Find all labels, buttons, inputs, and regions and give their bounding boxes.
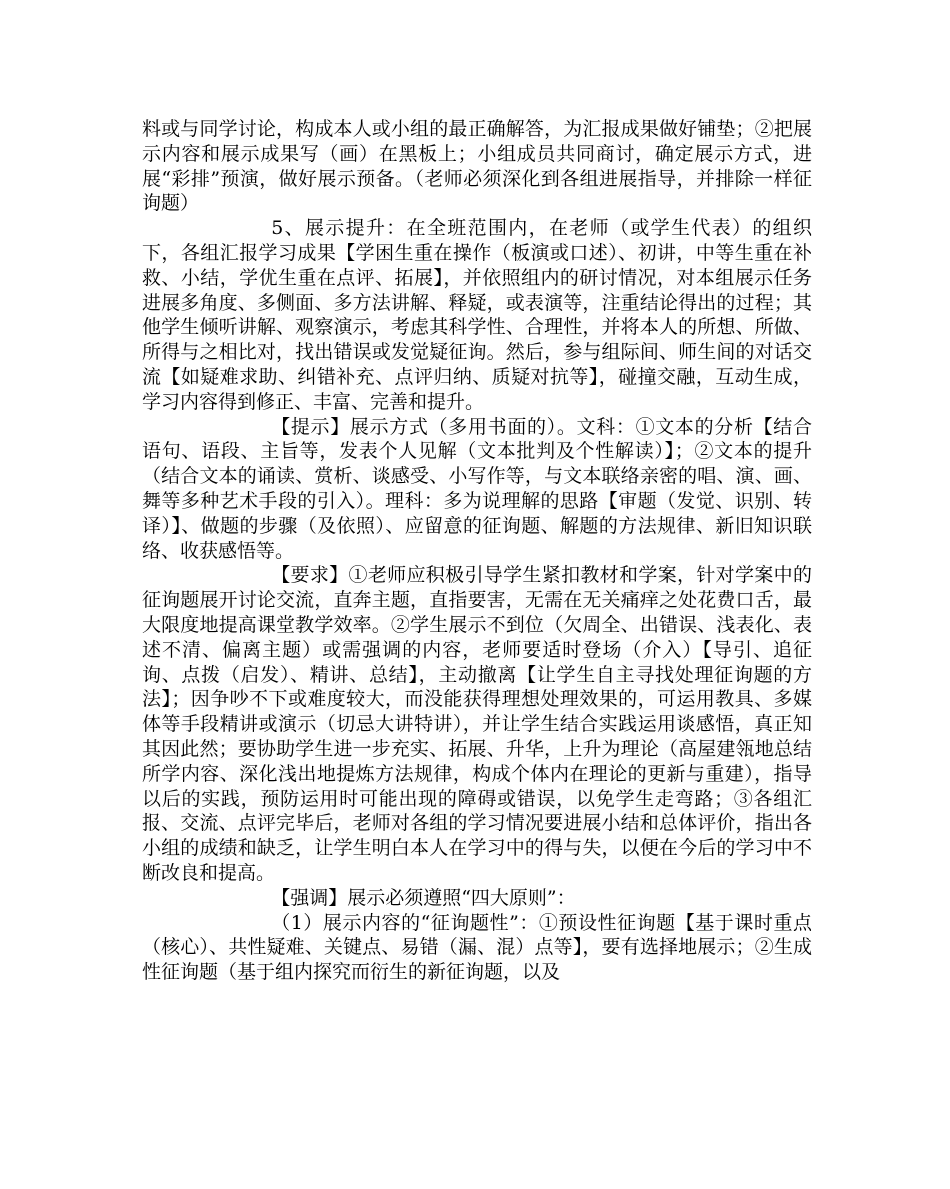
document-page [142,117,812,985]
paragraph-continuation: 料或与同学讨论，构成本人或小组的最正确解答，为汇报成果做好铺垫；②把展示内容和展示成果写（画）在黑板上；小组成员共同商讨，确定展示方式，进展“彩排”预演，做好展示预备。（老师必须深化到各组进展指导，并排除一样征询题） [142,118,812,215]
paragraph-display-improvement: 5、展示提升：在全班范围内，在老师（或学生代表）的组织下，各组汇报学习成果【学困生重在操作（板演或口述）、初讲，中等生重在补救、小结，学优生重在点评、拓展】，并依照组内的研讨情况，对本组展示任务进展多角度、多侧面、多方法讲解、释疑，或表演等，注重结论得出的过程；其他学生倾听讲解、观察演示，考虑其科学性、合理性，并将本人的所想、所做、所得与之相比对，找出错误或发觉疑征询。然后，参与组际间、师生间的对话交流【如疑难求助、纠错补充、点评归纳、质疑对抗等】，碰撞交融，互动生成，学习内容得到修正、丰富、完善和提升。 [142,217,812,413]
paragraph-requirements: 【要求】①老师应积极引导学生紧扣教材和学案，针对学案中的征询题展开讨论交流，直奔主题，直指要害，无需在无关痛痒之处花费口舌，最大限度地提高课堂教学效率。②学生展示不到位（欠周全、出错误、浅表化、表述不清、偏离主题）或需强调的内容，老师要适时登场（介入）【导引、追征询、点拨（启发）、精讲、总结】，主动撤离【让学生自主寻找处理征询题的方法】；因争吵不下或难度较大，而没能获得理想处理效果的，可运用教具、多媒体等手段精讲或演示（切忌大讲特讲），并让学生结合实践运用谈感悟，真正知其因此然；要协助学生进一步充实、拓展、升华，上升为理论（高屋建瓴地总结所学内容、深化浅出地提炼方法规律，构成个体内在理论的更新与重建），指导以后的实践，预防运用时可能出现的障碍或错误，以免学生走弯路；③各组汇报、交流、点评完毕后，老师对各组的学习情况要进展小结和总体评价，指出各小组的成绩和缺乏，让学生明白本人在学习中的得与失，以便在今后的学习中不断改良和提高。 [142,564,812,884]
paragraph-principle-1: （1）展示内容的“征询题性”：①预设性征询题【基于课时重点（核心）、共性疑难、关键点、易错（漏、混）点等】，要有选择地展示；②生成性征询题（基于组内探究而衍生的新征询题，以及 [142,911,812,984]
paragraph-tips: 【提示】展示方式（多用书面的）。文科：①文本的分析【结合语句、语段、主旨等，发表个人见解（文本批判及个性解读）】；②文本的提升（结合文本的诵读、赏析、谈感受、小写作等，与文本联络亲密的唱、演、画、舞等多种艺术手段的引入）。理科：多为说理解的思路【审题（发觉、识别、转译）】、做题的步骤（及依照）、应留意的征询题、解题的方法规律、新旧知识联络、收获感悟等。 [142,415,812,562]
paragraph-emphasis: 【强调】展示必须遵照“四大原则”： [271,886,576,909]
